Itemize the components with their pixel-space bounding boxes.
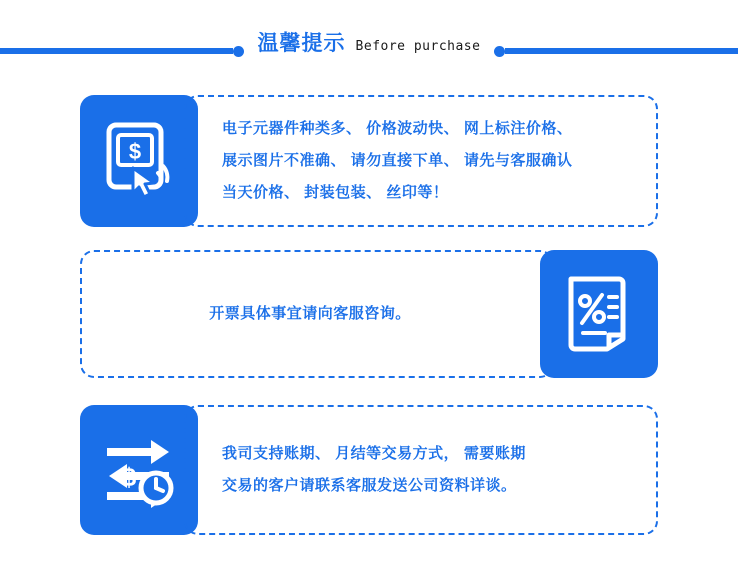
bullet-dot-left-icon bbox=[233, 46, 244, 57]
notice-line: 开票具体事宜请向客服咨询。 bbox=[209, 305, 411, 322]
price-tag-click-icon bbox=[80, 95, 198, 227]
notice-row-1 bbox=[80, 95, 658, 227]
notice-row-2 bbox=[80, 250, 658, 378]
svg-text:$: $ bbox=[121, 462, 137, 492]
invoice-percent-icon-svg bbox=[561, 273, 637, 355]
invoice-percent-icon bbox=[540, 250, 658, 378]
payment-term-clock-icon-svg bbox=[99, 430, 179, 510]
notice-line: 交易的客户请联系客服发送公司资料详谈。 bbox=[222, 477, 517, 494]
header-banner bbox=[0, 22, 738, 62]
notice-text-box-2 bbox=[80, 250, 554, 378]
page-title-cn: 温馨提示 bbox=[257, 32, 346, 55]
price-tag-click-icon-svg bbox=[103, 121, 175, 201]
header-rule-left bbox=[0, 48, 233, 54]
payment-term-clock-icon bbox=[80, 405, 198, 535]
notice-line: 当天价格、 封装包装、 丝印等！ bbox=[222, 184, 449, 201]
page-title bbox=[254, 27, 485, 57]
header-rule-right bbox=[505, 48, 738, 54]
svg-text:$: $ bbox=[128, 139, 142, 164]
notice-paragraph-1 bbox=[222, 113, 572, 209]
bullet-dot-right-icon bbox=[494, 46, 505, 57]
page-title-en: Before purchase bbox=[355, 39, 481, 54]
notice-text-box-1 bbox=[184, 95, 658, 227]
notice-paragraph-2 bbox=[104, 298, 516, 330]
notice-line: 电子元器件种类多、 价格波动快、 网上标注价格、 bbox=[222, 120, 573, 137]
notice-row-3 bbox=[80, 405, 658, 535]
notice-paragraph-3 bbox=[222, 438, 526, 502]
notice-text-box-3 bbox=[184, 405, 658, 535]
notice-line: 我司支持账期、 月结等交易方式， 需要账期 bbox=[222, 445, 526, 462]
notice-line: 展示图片不准确、 请勿直接下单、 请先与客服确认 bbox=[222, 152, 573, 169]
